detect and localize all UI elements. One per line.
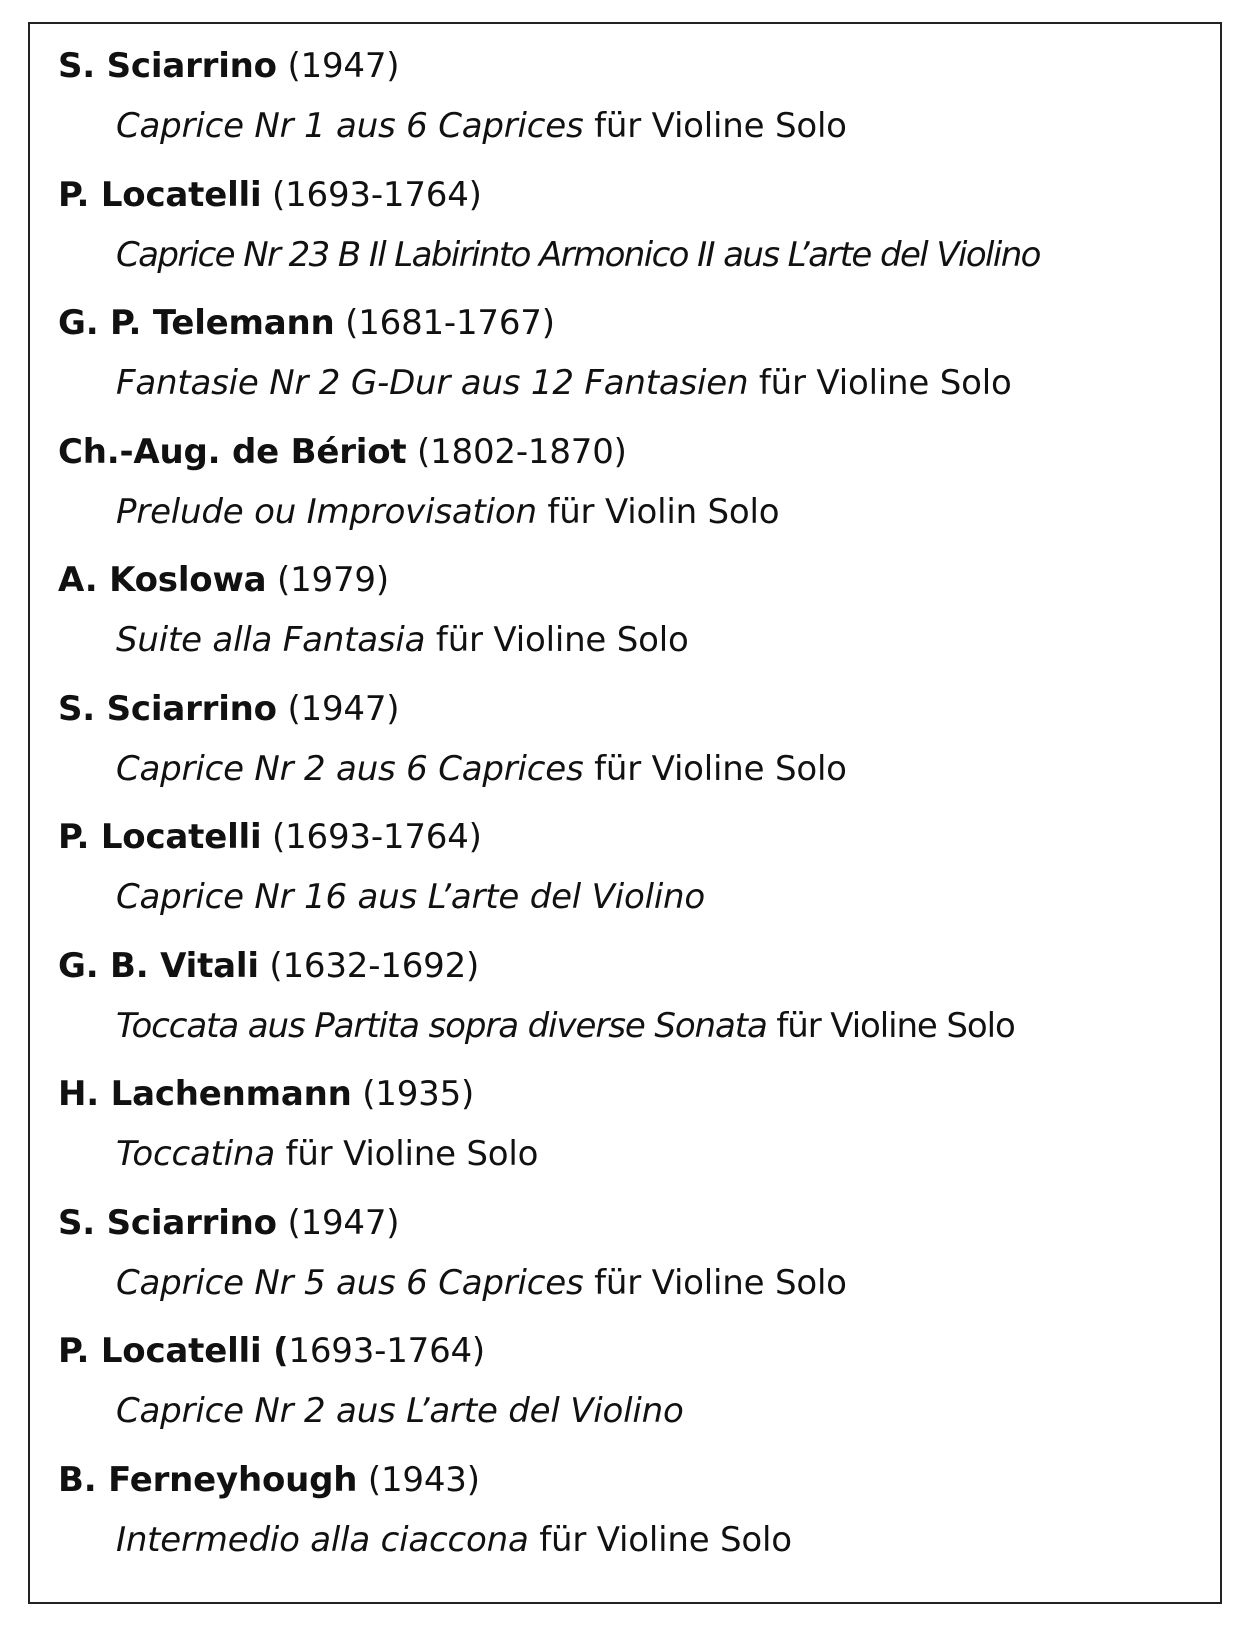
program-entry [58, 809, 1218, 938]
work-line [58, 1255, 1218, 1317]
separator [259, 946, 270, 986]
work-line [58, 98, 1218, 160]
composer-years: (1681-1767) [345, 303, 555, 343]
work-title: Prelude ou Improvisation [116, 491, 537, 532]
program-entry [58, 938, 1218, 1067]
composer-line [58, 1066, 1218, 1126]
composer-name: B. Ferneyhough [58, 1459, 358, 1500]
work-title: Caprice Nr 16 aus L’arte del Violino [116, 877, 706, 917]
program-entry [58, 1066, 1218, 1195]
separator [335, 303, 346, 343]
work-line [58, 869, 1218, 931]
composer-years: (1947) [287, 1202, 400, 1243]
composer-line [58, 681, 1218, 741]
composer-years: (1947) [287, 46, 400, 86]
program-entry [58, 167, 1218, 296]
composer-line [58, 552, 1218, 612]
separator [357, 1460, 368, 1500]
program-entry [58, 1323, 1218, 1452]
composer-name: P. Locatelli ( [58, 1331, 289, 1371]
composer-name: A. Koslowa [58, 560, 267, 600]
work-line [58, 741, 1218, 803]
separator [352, 1074, 363, 1114]
work-line [58, 1383, 1218, 1445]
separator [277, 1203, 288, 1243]
separator [261, 175, 272, 215]
work-instrumentation: für Violine Solo [528, 1519, 792, 1560]
work-instrumentation: für Violine Solo [274, 1134, 539, 1174]
composer-years: (1693-1764) [272, 174, 482, 215]
composer-name: S. Sciarrino [58, 1202, 277, 1243]
work-instrumentation: für Violine Solo [766, 1005, 1015, 1046]
composer-line [58, 295, 1218, 355]
composer-line [58, 1452, 1218, 1512]
composer-name: G. P. Telemann [58, 303, 335, 343]
work-line [58, 612, 1218, 674]
work-title: Caprice Nr 5 aus 6 Caprices [116, 1262, 584, 1303]
work-title: Suite alla Fantasia [116, 620, 426, 660]
program-entry [58, 295, 1218, 424]
work-instrumentation: für Violin Solo [536, 491, 780, 532]
separator [261, 817, 272, 857]
work-title: Caprice Nr 1 aus 6 Caprices [116, 106, 584, 146]
separator [277, 46, 288, 86]
work-instrumentation: für Violine Solo [583, 106, 847, 146]
work-instrumentation: für Violine Solo [425, 620, 689, 660]
composer-name: Ch.-Aug. de Bériot [58, 431, 407, 472]
separator [266, 560, 277, 600]
composer-line [58, 167, 1218, 227]
work-instrumentation: für Violine Solo [583, 1262, 847, 1303]
composer-years: (1943) [367, 1459, 480, 1500]
separator [277, 689, 288, 729]
work-instrumentation: für Violine Solo [748, 363, 1012, 403]
work-line [58, 227, 1218, 289]
composer-name: H. Lachenmann [58, 1074, 352, 1114]
program-entry [58, 424, 1218, 553]
program-entry [58, 552, 1218, 681]
composer-line [58, 1195, 1218, 1255]
composer-years: (1947) [287, 688, 400, 729]
composer-years: (1632-1692) [269, 945, 480, 986]
composer-years: (1979) [277, 560, 389, 600]
composer-years: (1935) [362, 1074, 475, 1114]
composer-years: (1802-1870) [417, 431, 627, 472]
composer-line [58, 38, 1218, 98]
composer-line [58, 424, 1218, 484]
separator [406, 432, 417, 472]
composer-line [58, 1323, 1218, 1383]
work-title: Toccatina [116, 1134, 275, 1174]
work-title: Caprice Nr 2 aus L’arte del Violino [116, 1391, 684, 1431]
composer-years: 1693-1764) [288, 1331, 485, 1371]
work-title: Caprice Nr 23 B Il Labirinto Armonico II aus L’arte del Violino [116, 234, 1040, 275]
program-entry [58, 1452, 1218, 1581]
work-line [58, 998, 1218, 1060]
composer-line [58, 938, 1218, 998]
composer-name: P. Locatelli [58, 174, 262, 215]
work-instrumentation: für Violine Solo [583, 748, 847, 789]
composer-years: (1693-1764) [272, 817, 482, 857]
program-list [58, 38, 1218, 1580]
composer-name: P. Locatelli [58, 817, 262, 857]
program-entry [58, 1195, 1218, 1324]
work-title: Caprice Nr 2 aus 6 Caprices [116, 748, 584, 789]
work-line [58, 1126, 1218, 1188]
program-entry [58, 681, 1218, 810]
composer-name: S. Sciarrino [58, 46, 277, 86]
work-title: Fantasie Nr 2 G-Dur aus 12 Fantasien [116, 363, 749, 403]
program-entry [58, 38, 1218, 167]
composer-name: S. Sciarrino [58, 688, 277, 729]
work-title: Toccata aus Partita sopra diverse Sonata [116, 1005, 767, 1046]
composer-name: G. B. Vitali [58, 945, 259, 986]
work-title: Intermedio alla ciaccona [116, 1519, 529, 1560]
work-line [58, 355, 1218, 417]
composer-line [58, 809, 1218, 869]
work-line [58, 484, 1218, 546]
work-line [58, 1512, 1218, 1574]
